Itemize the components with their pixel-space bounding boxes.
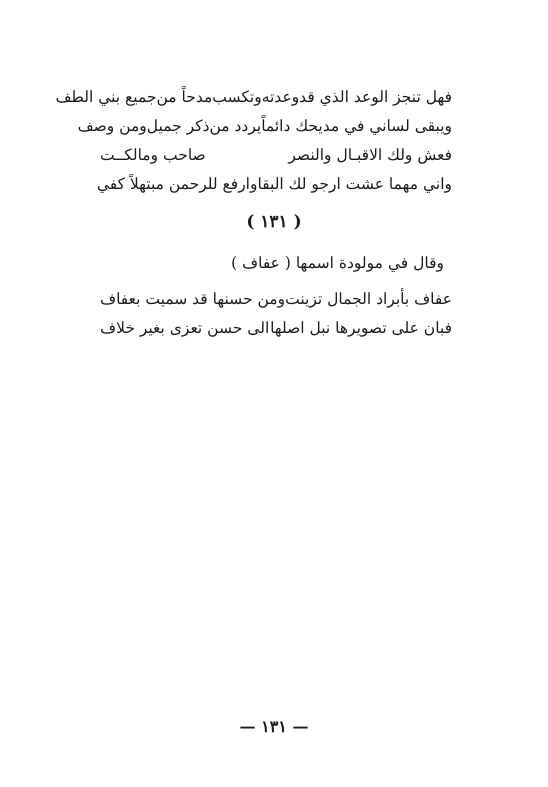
hemistich-left: وارفع للرحمن مبتهلاً كفي <box>96 175 258 193</box>
hemistich-left: الى حسن تعزى بغير خلاف <box>100 319 270 337</box>
hemistich-left: وتكسب‌مدحاً من‌جميع بني الطف <box>55 88 262 106</box>
poem-number: ( ١٣١ ) <box>246 212 302 232</box>
page-number: — ١٣١ — <box>239 717 309 736</box>
poem-block-second <box>100 290 452 348</box>
hemistich-left: صاحب ومالكــت <box>100 146 206 164</box>
hemistich-right: فبان على تصويرها نبل اصلها <box>270 319 452 337</box>
hemistich-right: عفاف بأبراد الجمال تزينت <box>285 290 452 308</box>
poem-block-first <box>55 88 452 204</box>
hemistich-right: ويبقى لساني في مديحك دائماً <box>261 117 452 135</box>
poem-heading: وقال في مولودة اسمها ( عفاف ) <box>231 254 444 272</box>
verse-line <box>96 175 452 204</box>
hemistich-left: ومن حسنها قد سميت بعفاف <box>100 290 286 308</box>
verse-line <box>77 117 452 146</box>
hemistich-right: واني مهما عشت ارجو لك البقا <box>257 175 452 193</box>
verse-line <box>100 319 452 348</box>
hemistich-left: يردد من‌ذكر جميل‌ومن وصف <box>77 117 262 135</box>
hemistich-right: فهل تنجز الوعد الذي قدوعدته <box>261 88 452 106</box>
verse-line <box>55 88 452 117</box>
hemistich-right: فعش ولك الاقبـال والنصر <box>288 146 452 164</box>
verse-line <box>100 290 452 319</box>
verse-line <box>100 146 452 175</box>
